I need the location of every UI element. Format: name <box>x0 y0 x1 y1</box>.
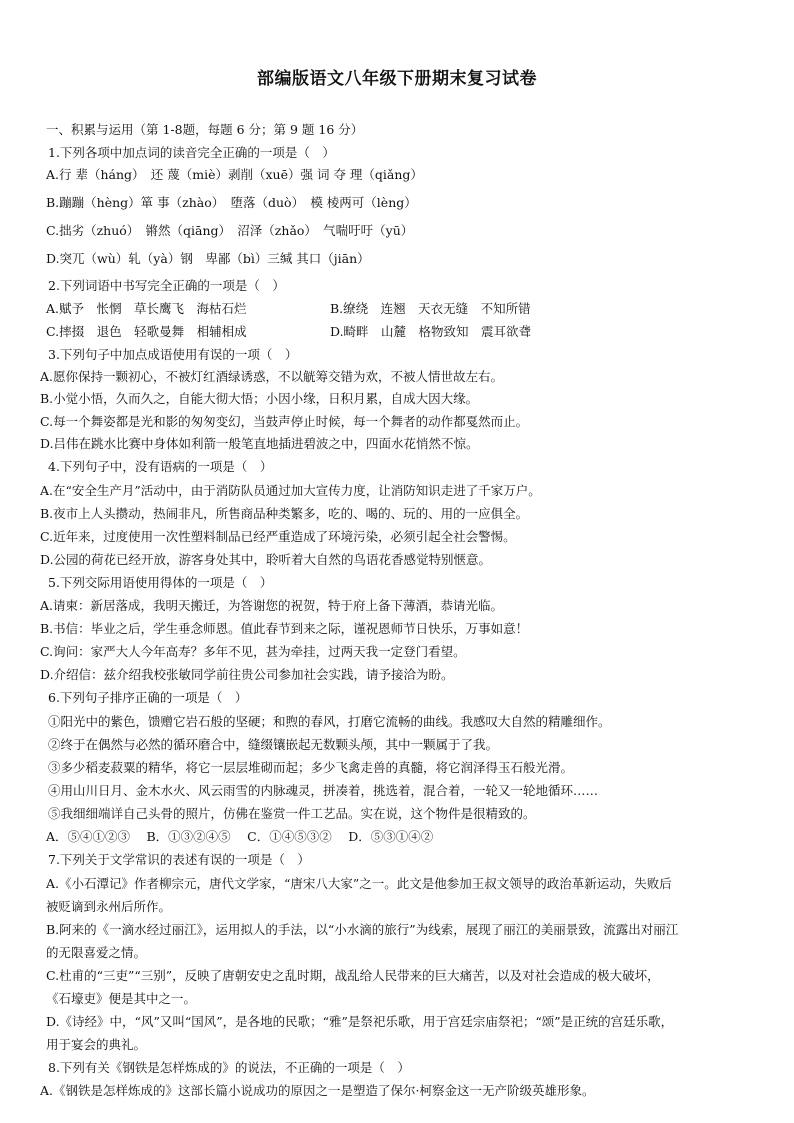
q2-option-c: C.摔掇 退色 轻歌曼舞 相辅相成 <box>46 324 247 339</box>
q1-option-b: B.蹦蹦（hèng）箪 事（zhào） 堕落（duò） 模 棱两可（lèng） <box>46 195 417 210</box>
q7-option-b-cont: 的无限喜爱之情。 <box>46 945 147 960</box>
q1-option-d: D.突兀（wù）轧（yà）钢 卑鄙（bì）三缄 其口（jiān） <box>46 251 370 266</box>
q2-option-b: B.缭绕 连翘 天衣无缝 不知所错 <box>330 301 531 316</box>
q6-options: A．⑤④①②③ B．①③②④⑤ C．①④⑤③② D．⑤③①④② <box>46 829 434 844</box>
q2-stem: 2.下列词语中书写完全正确的一项是（ ） <box>48 278 285 293</box>
q6-sentence-1: ①阳光中的紫色，馈赠它岩石般的坚硬；和煦的春风，打磨它流畅的曲线。我感叹大自然的精雕细作。 <box>48 714 611 729</box>
q7-option-c: C.杜甫的“三吏”“三别”，反映了唐朝安史之乱时期，战乱给人民带来的巨大痛苦，以及对社会造成的极大破坏， <box>46 968 660 983</box>
q7-option-b: B.阿来的《一滴水经过丽江》，运用拟人的手法，以“小水滴的旅行”为线索，展现了丽江的美丽景致，流露出对丽江 <box>46 922 679 937</box>
q3-stem: 3.下列句子中加点成语使用有误的一项（ ） <box>48 347 298 362</box>
q4-option-a: A.在“安全生产月”活动中，由于消防队员通过加大宣传力度，让消防知识走进了千家万户。 <box>40 483 541 498</box>
q2-option-d: D.畸畔 山麓 格物致知 震耳欲聋 <box>330 324 532 339</box>
q7-stem: 7.下列关于文学常识的表述有误的一项是（ ） <box>48 852 310 867</box>
q3-option-b: B.小觉小悟，久而久之，自能大彻大悟；小因小缘，日积月累，自成大因大缘。 <box>40 391 479 406</box>
q5-stem: 5.下列交际用语使用得体的一项是（ ） <box>48 575 273 590</box>
q7-option-a-cont: 被贬谪到永州后所作。 <box>46 899 172 914</box>
q5-option-a: A.请柬：新居落成，我明天搬迁，为答谢您的祝贺，特于府上备下薄酒，恭请光临。 <box>40 598 504 613</box>
q8-option-a: A.《钢铁是怎样炼成的》这部长篇小说成功的原因之一是塑造了保尔·柯察金这一无产阶级英雄形象。 <box>40 1083 595 1098</box>
q1-option-a: A.行 辈（háng） 还 蔑（miè）剥削（xuē）强 词 夺 理（qiǎng） <box>46 167 423 182</box>
q7-option-a: A.《小石潭记》作者柳宗元，唐代文学家，“唐宋八大家”之一。此文是他参加王叔文领导的政治革新运动，失败后 <box>46 876 672 891</box>
q3-option-d: D.吕伟在跳水比赛中身体如利箭一般笔直地插进碧波之中，四面水花悄然不惊。 <box>40 436 479 451</box>
q6-stem: 6.下列句子排序正确的一项是（ ） <box>48 690 248 705</box>
q4-option-d: D.公园的荷花已经开放，游客身处其中，聆听着大自然的鸟语花香感觉特别惬意。 <box>40 552 492 567</box>
q7-option-c-cont: 《石壕吏》便是其中之一。 <box>46 991 197 1006</box>
q7-option-d: D.《诗经》中，“风”又叫“国风”，是各地的民歌；“雅”是祭祀乐歌，用于宫廷宗庙祭祀；“颂”是正统的宫廷乐歌， <box>46 1014 674 1029</box>
q3-option-c: C.每一个舞姿都是光和影的匆匆变幻，当鼓声停止时候，每一个舞者的动作都戛然而止。 <box>40 414 529 429</box>
q6-sentence-4: ④用山川日月、金木水火、风云雨雪的内脉魂灵，拼凑着，挑选着，混合着，一轮又一轮地循环…… <box>48 783 599 798</box>
q2-option-a: A.赋予 怅惘 草长鹰飞 海枯石烂 <box>46 301 247 316</box>
q6-sentence-5: ⑤我细细端详自己头骨的照片，仿佛在鉴赏一件工艺品。实在说，这个物件是很精致的。 <box>48 806 536 821</box>
q4-option-b: B.夜市上人头攒动，热闹非凡，所售商品种类繁多，吃的、喝的、玩的、用的一应俱全。 <box>40 506 529 521</box>
q1-option-c: C.拙劣（zhuó） 锵然（qiāng） 沼泽（zhǎo） 气喘吁吁（yū） <box>46 223 414 238</box>
q5-option-b: B.书信：毕业之后，学生垂念师恩。值此春节到来之际，谨祝恩师节日快乐，万事如意！ <box>40 621 529 636</box>
q4-stem: 4.下列句子中，没有语病的一项是（ ） <box>48 459 273 474</box>
q4-option-c: C.近年来，过度使用一次性塑料制品已经严重造成了环境污染，必须引起全社会警惕。 <box>40 529 516 544</box>
section-heading: 一、积累与运用（第 1-8题，每题 6 分；第 9 题 16 分） <box>46 122 364 137</box>
q6-sentence-2: ②终于在偶然与必然的循环磨合中，缝缀镶嵌起无数颗头颅，其中一颗属于了我。 <box>48 737 499 752</box>
q6-sentence-3: ③多少稻麦菽粟的精华，将它一层层堆砌而起；多少飞禽走兽的真髓，将它润泽得玉石般光滑。 <box>48 760 574 775</box>
page-title: 部编版语文八年级下册期末复习试卷 <box>257 69 537 89</box>
q5-option-d: D.介绍信：兹介绍我校张敏同学前往贵公司参加社会实践，请予接洽为盼。 <box>40 667 454 682</box>
q1-stem: 1.下列各项中加点词的读音完全正确的一项是（ ） <box>48 145 335 160</box>
q7-option-d-cont: 用于宴会的典礼。 <box>46 1037 147 1052</box>
q8-stem: 8.下列有关《钢铁是怎样炼成的》的说法，不正确的一项是（ ） <box>48 1060 410 1075</box>
q3-option-a: A.愿你保持一颗初心，不被灯红酒绿诱惑，不以觥筹交错为欢，不被人情世故左右。 <box>40 369 504 384</box>
q5-option-c: C.询问：家严大人今年高寿？多年不见，甚为牵挂，过两天我一定登门看望。 <box>40 644 466 659</box>
